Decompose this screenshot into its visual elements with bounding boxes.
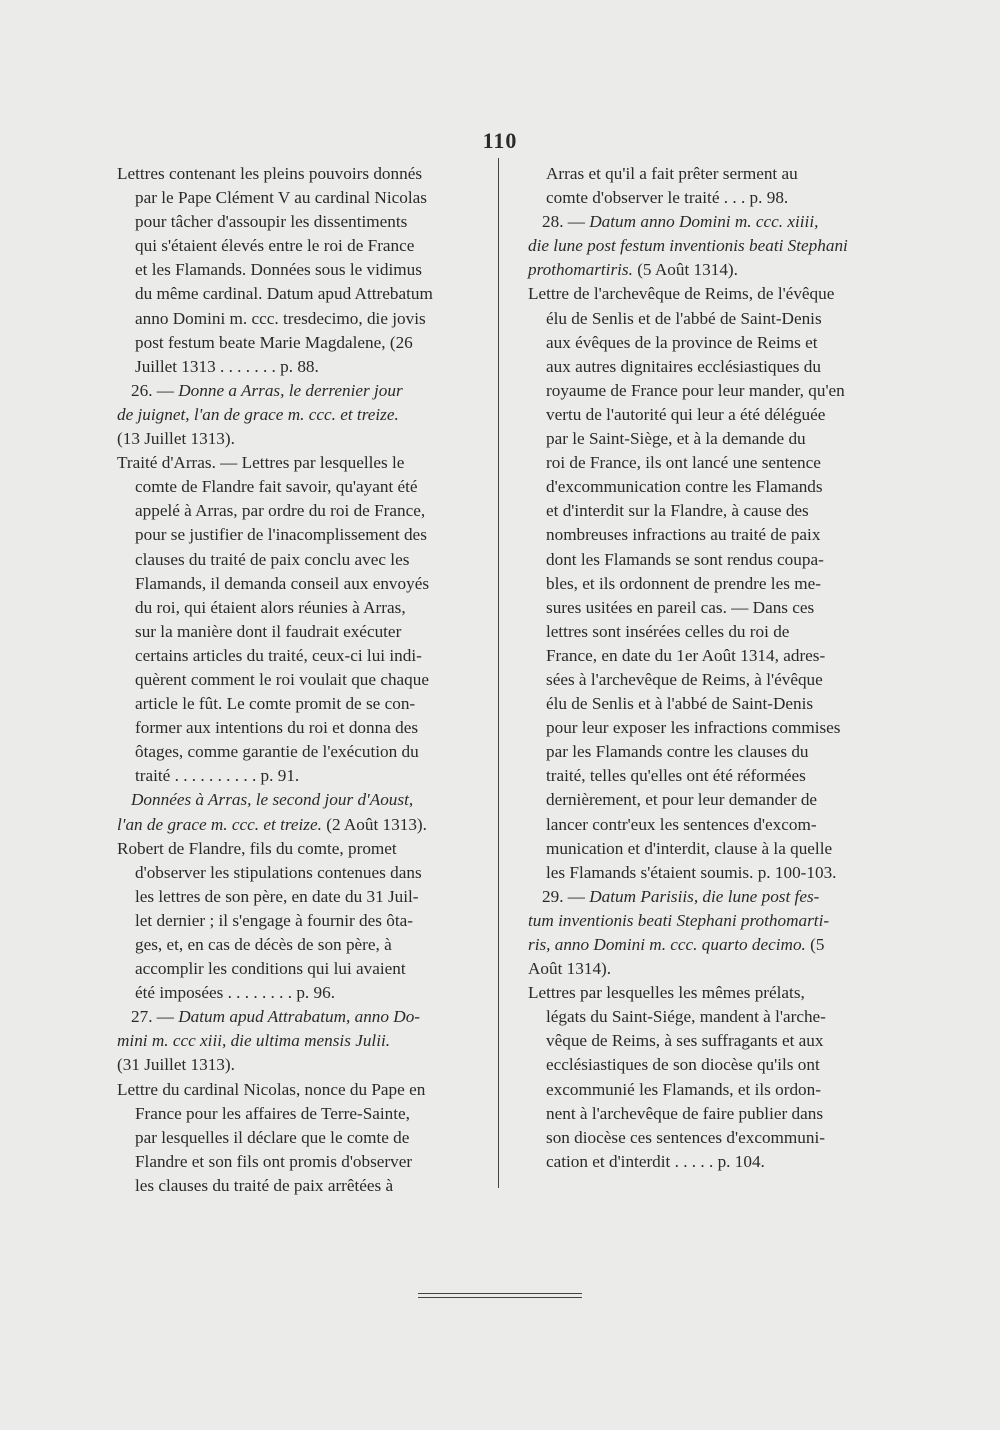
document-number: 26. — [131,380,179,400]
document-date-modern: (5 Août 1314). [632,260,738,280]
entry-paragraph: Lettres contenant les pleins pouvoirs donnés par le Pape Clément V au cardinal Nicolas pour tâcher d'assoupir les dissentiments qui s'étaient élevés entre le roi de France et les Flamands. Données sous le vidimus du même cardinal. Datum apud Attrebatum anno Domini m. ccc. tresdecimo, die jovis post festum beate Marie Magdalene, (26 Juillet 1313 . . . . . . . p. 88. [117,164,433,376]
right-column [528,162,902,1174]
entry-paragraph: Lettre de l'archevêque de Reims, de l'évêque élu de Senlis et de l'abbé de Saint-Denis aux évêques de la province de Reims et aux autres dignitaires ecclésiastiques du royaume de France pour leur mander, qu'en vertu de l'autorité qui leur a été déléguée par le Saint-Siège, et à la demande du roi de France, ils ont lancé une sentence d'excommunication contre les Flamands et d'interdit sur la Flandre, à cause des nombreuses infractions au traité de paix dont les Flamands se sont rendus coupa- bles, et ils ordonnent de prendre les me- sures usitées en pareil cas. — Dans ces lettres sont insérées celles du roi de France, en date du 1er Août 1314, adres- sées à l'archevêque de Reims, à l'évêque élu de Senlis et à l'abbé de Saint-Denis pour leur exposer les infractions commises par les Flamands contre les clauses du traité, telles qu'elles ont été réformées dernièrement, et pour leur demander de lancer contr'eux les sentences d'excom- munication et d'interdit, clause à la quelle les Flamands s'étaient soumis. p. 100-103. [528,284,845,882]
document-date-line [117,788,491,836]
document-date-line [528,885,902,981]
document-number: 27. — [131,1007,179,1027]
column-divider [498,158,499,1188]
entry-paragraph: Lettres par lesquelles les mêmes prélats, légats du Saint-Siége, mandent à l'arche- vêque de Reims, à ses suffragants et aux ecclésiastiques de son diocèse qu'ils ont excommunié les Flamands, et ils ordon- nent à l'archevêque de faire publier dans son diocèse ces sentences d'excommuni- cation et d'interdit . . . . . p. 104. [528,983,826,1171]
document-date-italic: Donne a Arras, le derrenier jour de juignet, l'an de grace m. ccc. et treize. [117,380,403,424]
document-date-modern: (2 Août 1313). [321,814,427,834]
document-date-modern: (13 Juillet 1313). [117,429,235,449]
entry-paragraph: Traité d'Arras. — Lettres par lesquelles le comte de Flandre fait savoir, qu'ayant été appelé à Arras, par ordre du roi de France, pour se justifier de l'inacomplissement des clauses du traité de paix conclu avec les Flamands, il demanda conseil aux envoyés du roi, qui étaient alors réunies à Arras, sur la manière dont il faudrait exécuter certains articles du traité, ceux-ci lui indi- quèrent comment le roi voulait que chaque article le fût. Le comte promit de se con- former aux intentions du roi et donna des ôtages, comme garantie de l'exécution du traité . . . . . . . . . . p. 91. [117,453,430,786]
document-date-italic: Datum apud Attrabatum, anno Do- mini m. ccc xiii, die ultima mensis Julii. [117,1007,421,1051]
document-date-line [117,1005,491,1077]
document-date-italic: Datum anno Domini m. ccc. xiiii, die lune post festum inventionis beati Stephani prothomartiris. [528,212,848,280]
document-date-line [528,210,902,282]
document-date-italic: Datum Parisiis, die lune post fes- tum inventionis beati Stephani prothomarti- ris, anno Domini m. ccc. quarto decimo. [528,886,830,954]
document-date-italic: Données à Arras, le second jour d'Aoust, l'an de grace m. ccc. et treize. [117,790,414,834]
left-column [117,162,491,1198]
document-number: 28. — [542,212,590,232]
document-date-modern: (5 Août 1314). [528,935,825,979]
document-number: 29. — [542,886,590,906]
entry-paragraph: Lettre du cardinal Nicolas, nonce du Pape en France pour les affaires de Terre-Sainte, par lesquelles il déclare que le comte de Flandre et son fils ont promis d'observer les clauses du traité de paix arrêtées à [117,1079,426,1195]
entry-continuation: Arras et qu'il a fait prêter serment au comte d'observer le traité . . . p. 98. [546,164,798,208]
entry-paragraph: Robert de Flandre, fils du comte, promet d'observer les stipulations contenues dans les lettres de son père, en date du 31 Juil- let dernier ; il s'engage à fournir des ôta- ges, et, en cas de décès de son père, à accomplir les conditions qui lui avaient été imposées . . . . . . . . p. 96. [117,838,422,1003]
footer-double-rule [418,1293,582,1300]
document-date-modern: (31 Juillet 1313). [117,1055,235,1075]
page-number: 110 [482,128,518,153]
document-date-line [117,379,491,451]
